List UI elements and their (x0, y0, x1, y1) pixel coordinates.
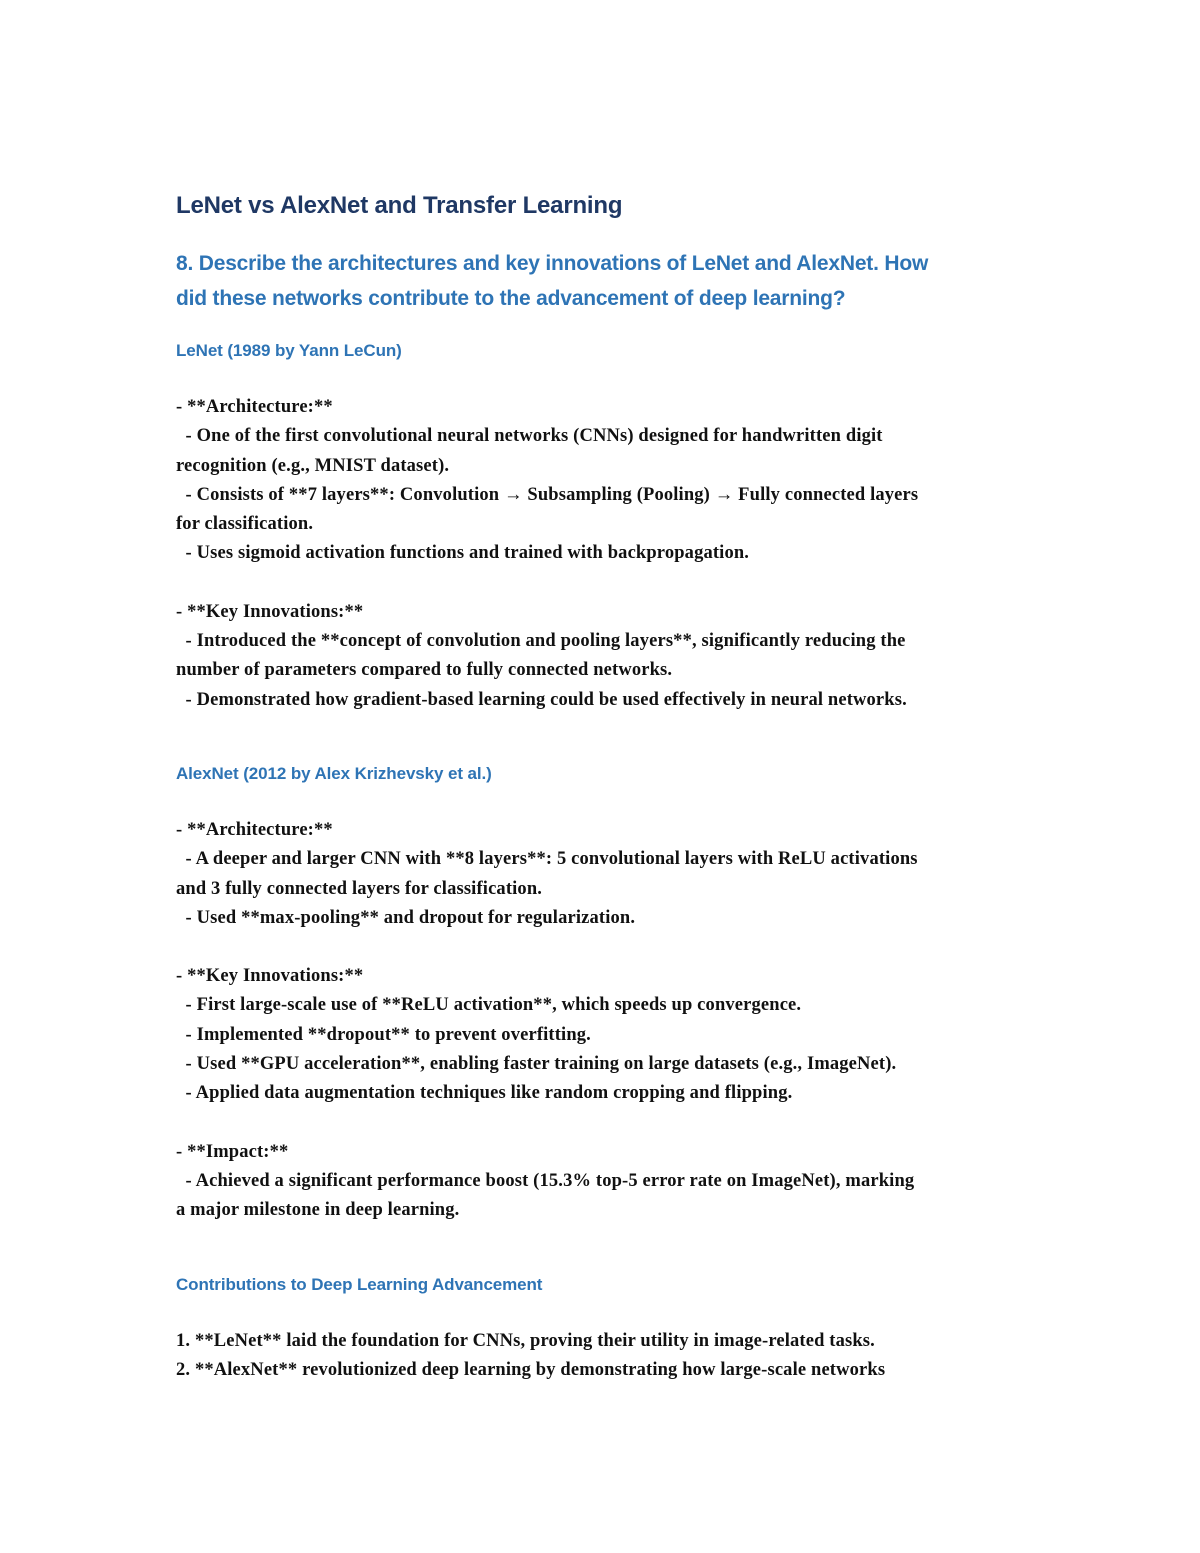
text-line: number of parameters compared to fully connected networks. (176, 660, 673, 681)
text-line: and 3 fully connected layers for classification. (176, 878, 543, 899)
list-item: 1. **LeNet** laid the foundation for CNNs, proving their utility in image-related tasks. (176, 1330, 875, 1351)
spacer (176, 1298, 1036, 1327)
text-line: - **Key Innovations:** (176, 966, 364, 987)
list-item: 2. **AlexNet** revolutionized deep learning by demonstrating how large-scale networks (176, 1359, 886, 1380)
text-line: - Introduced the **concept of convolution and pooling layers**, significantly reducing the (176, 631, 906, 652)
spacer (176, 933, 1036, 962)
text-line: - Implemented **dropout** to prevent overfitting. (176, 1024, 591, 1045)
text-line: - Applied data augmentation techniques like random cropping and flipping. (176, 1083, 793, 1104)
document-page (176, 190, 1036, 1385)
text-line: - **Architecture:** (176, 397, 333, 417)
alexnet-architecture (176, 816, 1036, 933)
spacer (176, 715, 1036, 761)
text-line: - Demonstrated how gradient-based learning could be used effectively in neural networks. (176, 689, 907, 710)
text-line: - Achieved a significant performance boost (15.3% top-5 error rate on ImageNet), marking (176, 1170, 915, 1191)
alexnet-heading: AlexNet (2012 by Alex Krizhevsky et al.) (176, 763, 492, 783)
text-line: - Consists of **7 layers**: Convolution → Subsampling (Pooling) → Fully connected layers (176, 484, 919, 505)
question-line: 8. Describe the architectures and key innovations of LeNet and AlexNet. How (176, 252, 929, 275)
lenet-innovations (176, 598, 1036, 715)
spacer (176, 569, 1036, 598)
text-line: recognition (e.g., MNIST dataset). (176, 455, 450, 476)
lenet-architecture (176, 393, 1036, 569)
text-line: - **Architecture:** (176, 819, 333, 840)
text-line: for classification. (176, 514, 314, 535)
contributions-heading: Contributions to Deep Learning Advancement (176, 1274, 543, 1294)
text-line: - A deeper and larger CNN with **8 layers**: 5 convolutional layers with ReLU activations (176, 849, 918, 870)
question-heading (176, 246, 1036, 316)
contributions-list (176, 1327, 1036, 1386)
text-line: - Uses sigmoid activation functions and trained with backpropagation. (176, 543, 750, 564)
spacer (176, 1226, 1036, 1272)
alexnet-impact (176, 1138, 1036, 1226)
text-line: - Used **max-pooling** and dropout for regularization. (176, 907, 636, 928)
spacer (176, 364, 1036, 393)
text-line: - **Key Innovations:** (176, 601, 364, 622)
lenet-heading: LeNet (1989 by Yann LeCun) (176, 341, 402, 360)
text-line: - First large-scale use of **ReLU activation**, which speeds up convergence. (176, 995, 802, 1016)
text-line: - Used **GPU acceleration**, enabling faster training on large datasets (e.g., ImageNet). (176, 1054, 897, 1075)
spacer (176, 1109, 1036, 1138)
document-title: LeNet vs AlexNet and Transfer Learning (176, 192, 623, 219)
text-line: - One of the first convolutional neural networks (CNNs) designed for handwritten digit (176, 426, 883, 447)
alexnet-innovations (176, 962, 1036, 1108)
question-line: did these networks contribute to the advancement of deep learning? (176, 287, 846, 310)
text-line: a major milestone in deep learning. (176, 1200, 460, 1221)
text-line: - **Impact:** (176, 1141, 289, 1162)
spacer (176, 787, 1036, 816)
